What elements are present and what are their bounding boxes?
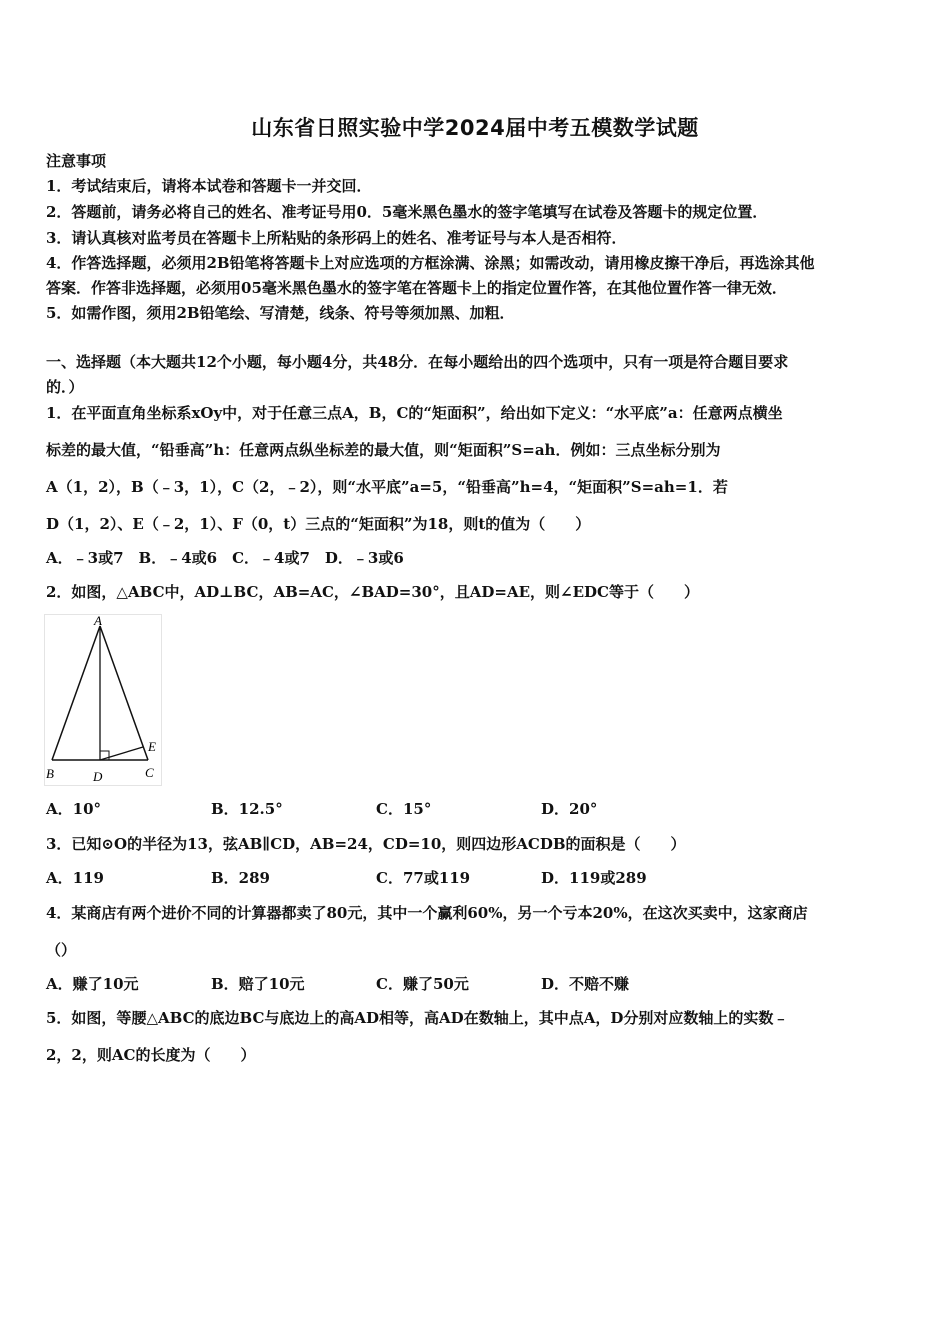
q2-option-b: B．12.5° bbox=[211, 800, 283, 818]
notice-item: 1．考试结束后，请将本试卷和答题卡一并交回． bbox=[46, 177, 372, 195]
q4-stem: 4．某商店有两个进价不同的计算器都卖了80元，其中一个赢利60%，另一个亏本20%，在这次买卖中，这家商店 bbox=[46, 904, 808, 922]
q1-line: 标差的最大值，“铅垂高”h：任意两点纵坐标差的最大值，则“矩面积”S=ah．例如：三点坐标分别为 bbox=[46, 441, 721, 459]
q5-stem-cont: 2，2，则AC的长度为（ ） bbox=[46, 1046, 256, 1064]
side-ac bbox=[100, 626, 148, 760]
notice-item: 4．作答选择题，必须用2B铅笔将答题卡上对应选项的方框涂满、涂黑；如需改动，请用橡皮擦干净后，再选涂其他 bbox=[46, 254, 815, 272]
label-e: E bbox=[148, 739, 156, 754]
q2-option-d: D．20° bbox=[541, 800, 598, 818]
q2-option-c: C．15° bbox=[376, 800, 432, 818]
q1-options: A．﹣3或7 B．﹣4或6 C．﹣4或7 D．﹣3或6 bbox=[46, 549, 404, 567]
q4-option-a: A．赚了10元 bbox=[46, 975, 139, 993]
q4-stem-cont: （） bbox=[46, 941, 77, 959]
label-c: C bbox=[145, 765, 154, 780]
notice-item: 5．如需作图，须用2B铅笔绘、写清楚，线条、符号等须加黑、加粗． bbox=[46, 304, 515, 322]
q4-option-c: C．赚了50元 bbox=[376, 975, 469, 993]
side-ab bbox=[52, 626, 100, 760]
q5-stem: 5．如图，等腰△ABC的底边BC与底边上的高AD相等，高AD在数轴上，其中点A，D分别对应数轴上的实数﹣ bbox=[46, 1009, 789, 1027]
label-d: D bbox=[93, 769, 103, 784]
q3-option-b: B．289 bbox=[211, 869, 270, 887]
q1-line: D（1，2）、E（﹣2，1）、F（0，t）三点的“矩面积”为18，则t的值为（ ） bbox=[46, 515, 591, 533]
q2-option-a: A．10° bbox=[46, 800, 102, 818]
label-b: B bbox=[46, 766, 54, 781]
q4-option-d: D．不赔不赚 bbox=[541, 975, 630, 993]
q1-line: A（1，2），B（﹣3，1），C（2，﹣2），则“水平底”a=5，“铅垂高”h=4，“矩面积”S=ah=1．若 bbox=[46, 478, 728, 496]
q4-option-b: B．赔了10元 bbox=[211, 975, 305, 993]
notice-item: 答案．作答非选择题，必须用05毫米黑色墨水的签字笔在答题卡上的指定位置作答，在其他位置作答一律无效． bbox=[46, 279, 787, 297]
triangle-figure bbox=[44, 614, 162, 786]
section-heading: 一、选择题（本大题共12个小题，每小题4分，共48分．在每小题给出的四个选项中，只有一项是符合题目要求 bbox=[46, 353, 789, 371]
notice-heading: 注意事项 bbox=[46, 152, 107, 170]
section-heading-cont: 的．） bbox=[46, 378, 84, 396]
label-a: A bbox=[94, 614, 102, 628]
notice-item: 3．请认真核对监考员在答题卡上所粘贴的条形码上的姓名、准考证号与本人是否相符． bbox=[46, 229, 627, 247]
notice-item: 2．答题前，请务必将自己的姓名、准考证号用0．5毫米黑色墨水的签字笔填写在试卷及答题卡的规定位置． bbox=[46, 203, 768, 221]
q3-option-c: C．77或119 bbox=[376, 869, 471, 887]
q1-line: 1．在平面直角坐标系xOy中，对于任意三点A，B，C的“矩面积”，给出如下定义：“水平底”a：任意两点横坐 bbox=[46, 404, 783, 422]
q2-stem: 2．如图，△ABC中，AD⊥BC，AB=AC，∠BAD=30°，且AD=AE，则∠EDC等于（ ） bbox=[46, 583, 699, 601]
q3-stem: 3．已知⊙O的半径为13，弦AB∥CD，AB=24，CD=10，则四边形ACDB的面积是（ ） bbox=[46, 835, 686, 853]
page-title: 山东省日照实验中学2024届中考五模数学试题 bbox=[251, 116, 699, 140]
q3-option-d: D．119或289 bbox=[541, 869, 647, 887]
segment-de bbox=[100, 747, 143, 760]
q3-option-a: A．119 bbox=[46, 869, 104, 887]
